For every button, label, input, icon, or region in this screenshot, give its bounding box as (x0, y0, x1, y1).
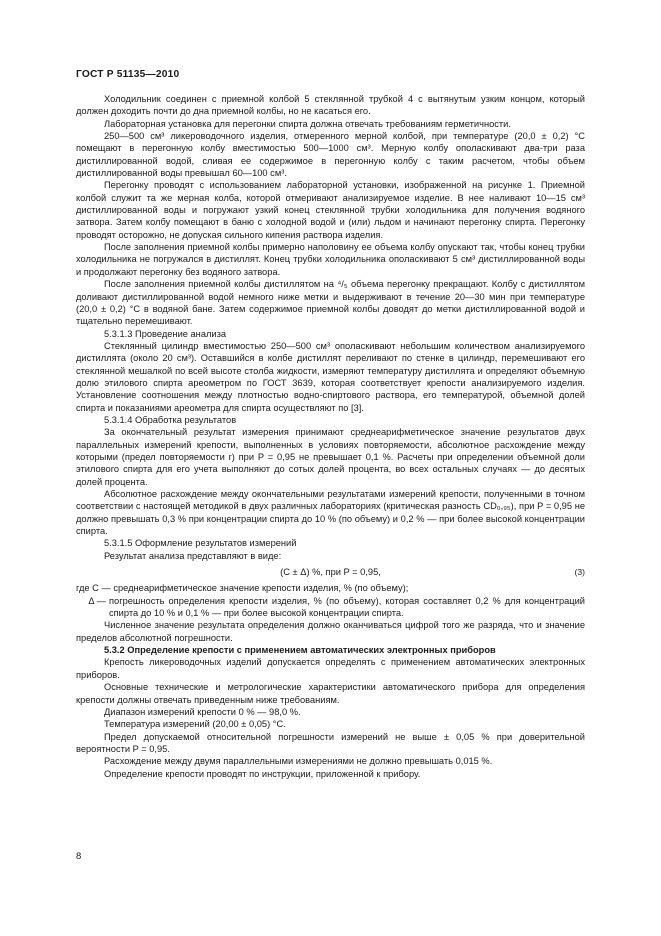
section-heading: 5.3.1.3 Проведение анализа (104, 328, 227, 339)
paragraph: Определение крепости проводят по инструкции, приложенной к прибору. (104, 768, 421, 779)
formula-expression: (C ± Δ) %, при P = 0,95, (280, 567, 381, 578)
paragraph: Численное значение результата определения должно оканчиваться цифрой того же разряда, что и значение пределов абсолютной погрешности. (76, 620, 585, 643)
page-number: 8 (76, 851, 82, 862)
paragraph: После заполнения приемной колбы примерно наполовину ее объема колбу опускают так, чтобы конец трубки холодильника не погружался в дистиллят. Конец трубки холодильника ополаскивают 5 см³ дистиллированной воды и продолжают перегонку без водяного затвора. (76, 242, 585, 277)
paragraph: Расхождение между двумя параллельными измерениями не должно превышать 0,015 %. (104, 756, 493, 767)
section-heading: 5.3.1.5 Оформление результатов измерений (104, 538, 297, 549)
paragraph: За окончательный результат измерения принимают среднеарифметическое значение результатов двух параллельных измерений крепости, выполненных в условиях повторяемости, абсолютное расхождение между которыми (предел повторяемости r) при P = 0,95 не превышает 0,1 %. Расчеты при определении объемной доли этилового спирта для его учета выполняют до сотых долей процента, во всех остальных случаях — до десятых долей процента. (76, 427, 585, 487)
paragraph: Результат анализа представляют в виде: (104, 550, 282, 561)
delta-definition: погрешность определения крепости изделия, % (по объему), которая составляет 0,2 % для концентраций спирта до 10 % и 0,1 % — при более высокой концентрации спирта. (109, 595, 585, 619)
paragraph: Абсолютное расхождение между окончательными результатами измерений крепости, полученными в точном соответствии с настоящей методикой в двух различных лабораториях (критическая разность CD₀,₉₅), при P = 0,95 не должно превышать 0,3 % при концентрации спирта до 10 % (по объему) и 0,2 % — при более высокой концентрации спирта. (76, 489, 585, 537)
paragraph: Стеклянный цилиндр вместимостью 250—500 см³ ополаскивают небольшим количеством анализируемого дистиллята (около 20 см³). Оставшийся в колбе дистиллят переливают по стенке в цилиндр, перемешивают его стеклянной мешалкой по всей высоте столба жидкости, измеряют температуру дистиллята и определяют объемную долю этилового спирта ареометром по ГОСТ 3639, которая соответствует крепости анализируемого изделия. Установление соотношения между плотностью водно-спиртового раствора, его температурой, объемной долей спирта и показаниями ареометра для спирта осуществляют по [3]. (76, 340, 585, 413)
paragraph: Основные технические и метрологические характеристики автоматического прибора для определения крепости должны отвечать приведенным ниже требованиям. (76, 682, 585, 705)
paragraph: Лабораторная установка для перегонки спирта должна отвечать требованиям герметичности. (104, 118, 511, 129)
paragraph: Перегонку проводят с использованием лабораторной установки, изображенной на рисунке 1. Приемной колбой служит та же мерная колба, которой отмеривают анализируемое изделие. В нее наливают 10—15 см³ дистиллированной воды и погружают узкий конец стеклянной трубки холодильника для получения водяного затвора. Затем колбу помещают в баню с холодной водой и (или) льдом и начинают перегонку спирта. Перегонку проводят осторожно, не допуская сильного кипения раствора изделия. (76, 180, 585, 240)
paragraph: Диапазон измерений крепости 0 % — 98,0 %. (104, 706, 301, 717)
paragraph: Температура измерений (20,00 ± 0,05) °С. (104, 719, 286, 730)
formula-number: (3) (574, 567, 585, 578)
section-heading-bold: 5.3.2 Определение крепости с применением автоматических электронных приборов (104, 645, 496, 656)
paragraph: 250—500 см³ ликероводочного изделия, отмеренного мерной колбой, при температуре (20,0 ± 0,2) °С помещают в перегонную колбу вместимостью 500—1000 см³. Мерную колбу ополаскивают два-три раза дистиллированной водой, сливая ее содержимое в перегонную колбу с таким расчетом, чтобы объем дистиллированной воды превышал 60—100 см³. (76, 131, 585, 179)
section-heading: 5.3.1.4 Обработка результатов (104, 414, 237, 425)
formula (76, 566, 585, 578)
paragraph: Предел допускаемой относительной погрешности измерений не выше ± 0,05 % при доверительной вероятности P = 0,95. (76, 731, 585, 754)
delta-symbol: Δ — (88, 595, 106, 606)
paragraph: Крепость ликероводочных изделий допускается определять с применением автоматических электронных приборов. (76, 657, 585, 680)
document-body (76, 93, 585, 780)
paragraph: После заполнения приемной колбы дистиллятом на ⁴/₅ объема перегонку прекращают. Колбу с дистиллятом доливают дистиллированной водой немного ниже метки и выдерживают в течение 20—30 мин при температуре (20,0 ± 0,2) °С в водяной бане. Затем содержимое приемной колбы доводят до метки дистиллированной водой и тщательно перемешивают. (76, 279, 585, 327)
definition-row (76, 595, 585, 620)
where-clause: где C — среднеарифметическое значение крепости изделия, % (по объему); (76, 583, 409, 594)
paragraph: Холодильник соединен с приемной колбой 5 стеклянной трубкой 4 с вытянутым узким концом, который должен доходить почти до дна приемной колбы, но не касаться его. (76, 94, 585, 117)
document-header: ГОСТ Р 51135—2010 (76, 69, 180, 80)
